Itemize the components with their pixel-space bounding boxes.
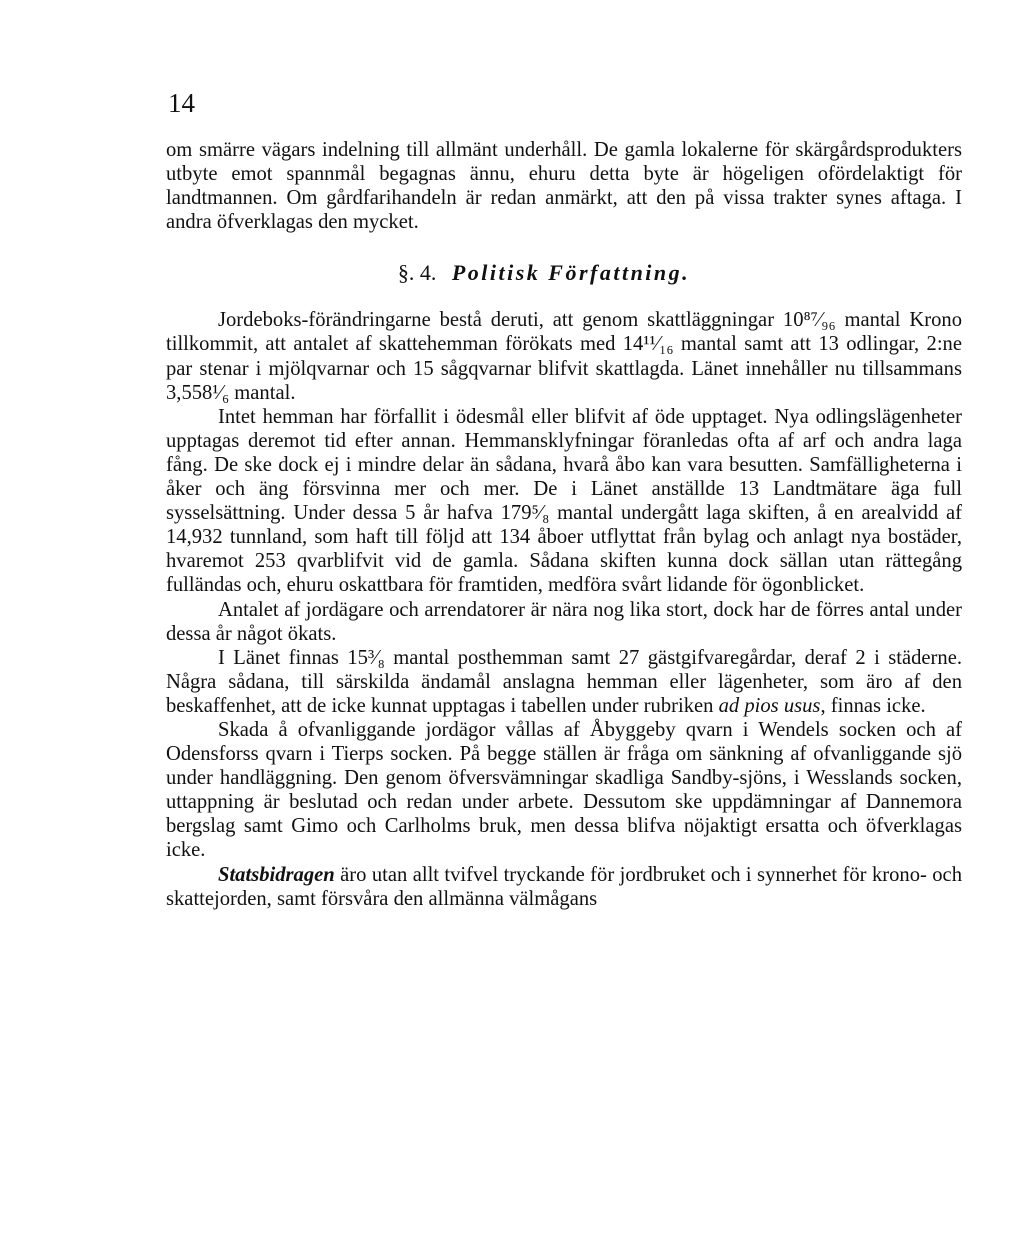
paragraph [166,863,962,911]
paragraph [166,646,962,718]
paragraph: Intet hemman har förfallit i ödesmål eller blifvit af öde upptaget. Nya odlingslägenheter upptagas deremot tid efter annan. Hemmansklyfningar föranledas ofta af arf och andra laga fång. De ske dock ej i mindre delar än sådana, hvarå åbo kan vara besutten. Samfälligheterna i åker och äng försvinna mer och mer. De i Länet anställde 13 Landtmätare äga full sysselsättning. Under dessa 5 år hafva 179⁵⁄₈ mantal undergått laga skiften, å en arealvidd af 14,932 tunnland, som haft till följd att 134 åboer utflyttat från bylag och anlagt nya bostäder, hvaremot 253 qvarblifvit vid de gamla. Sådana skiften kunna dock sällan utan rättegång fulländas och, ehuru oskattbara för framtiden, medföra svårt lidande för ögonblicket. [166,405,962,597]
paragraph: Antalet af jordägare och arrendatorer är nära nog lika stort, dock har de förres antal under dessa år något ökats. [166,598,962,645]
paragraph: Jordeboks-förändringarne bestå deruti, att genom skattläggningar 10⁸⁷⁄₉₆ mantal Krono tillkommit, att antalet af skattehemman förökats med 14¹¹⁄₁₆ mantal samt att 13 odlingar, 2:ne par stenar i mjölqvarnar och 15 sågqvarnar blifvit skattlagda. Länet innehåller nu tillsammans 3,558¹⁄₆ mantal. [166,309,962,404]
emphasized-term: Statsbidragen [218,863,335,886]
paragraph-continuation: om smärre vägars indelning till allmänt underhåll. De gamla lokalerne för skärgårdsprodukters utbyte emot spannmål begagnas ännu, ehuru detta byte är högeligen ofördelaktigt för landtmannen. Om gårdfarihandeln är redan anmärkt, att den på vissa trakter synes aftaga. I andra öfverklagas den mycket. [166,139,962,234]
paragraph-text: , finnas icke. [820,694,926,717]
paragraph: Skada å ofvanliggande jordägor vållas af Åbyggeby qvarn i Wendels socken och af Odensforss qvarn i Tierps socken. På begge ställen är fråga om sänkning af ofvanliggande sjö under handläggning. Den genom öfversvämningar skadliga Sandby-sjöns, i Wesslands socken, uttappning är beslutad och redan under arbete. Dessutom ske uppdämningar af Dannemora bergslag samt Gimo och Carlholms bruk, men dessa blifva nöjaktigt ersatta och öfverklagas icke. [166,718,962,862]
italic-phrase: ad pios usus [718,694,821,717]
section-number: §. 4. [397,260,437,286]
section-title: Politisk Författning. [451,260,691,286]
section-heading [166,260,962,286]
page-number: 14 [168,88,195,118]
text-body [166,138,962,911]
paragraph-text: I Länet finnas 15³⁄₈ mantal posthemman samt 27 gästgifvaregårdar, deraf 2 i städerne. Några sådana, till särskilda ändamål anslagna hemman eller lägenheter, som äro af den beskaffenhet, att de icke kunnat upptagas i tabellen under rubriken [166,646,962,717]
paragraph-text: äro utan allt tvifvel tryckande för jordbruket och i synnerhet för krono- och skattejorden, samt försvåra den allmänna välmågans [166,863,962,910]
